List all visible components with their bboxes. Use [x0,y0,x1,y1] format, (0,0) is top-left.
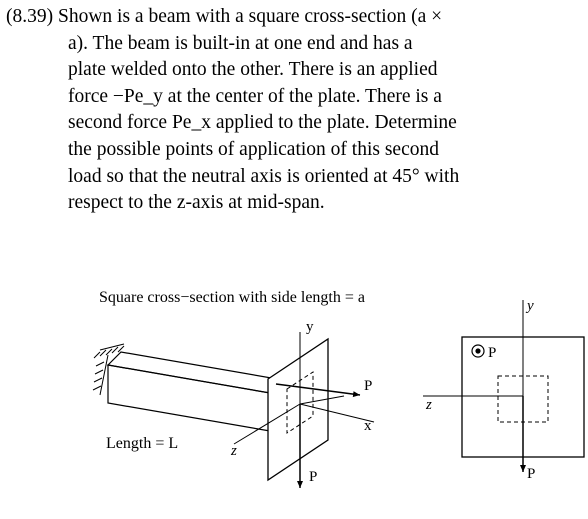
figure-caption: Square cross−section with side length = a [99,289,365,306]
beam-diagram [0,270,588,515]
problem-number: (8.39) [6,6,54,27]
problem-line-1: (8.39) Shown is a beam with a square cross-section (a × [6,6,443,27]
axis-z-left: z [231,443,237,459]
axis-y-right: y [527,298,534,314]
problem-text [6,4,578,217]
problem-line-7: load so that the neutral axis is oriented at 45° with [68,165,460,187]
force-p-out-label: P [488,345,497,361]
problem-line-2: a). The beam is built-in at one end and has a [68,32,413,54]
force-p-down-right-label: P [527,466,536,482]
force-p-right-label: P [364,378,373,394]
force-out-of-page-icon [472,345,484,357]
axis-z-right: z [426,397,432,413]
problem-line-6: the possible points of application of this second [68,138,439,160]
beam-body [108,352,283,431]
axis-y-left: y [306,319,314,335]
length-label: Length = L [106,435,179,452]
problem-line-3: plate welded onto the other. There is an applied [68,59,438,81]
problem-line-8: respect to the z-axis at mid-span. [68,192,325,214]
beam-figure [0,270,588,515]
problem-line-5: second force Pe_x applied to the plate. Determine [68,112,457,134]
axis-x-left: x [364,418,372,434]
end-plate [268,339,328,480]
force-p-down-left-label: P [309,469,318,485]
problem-line-4: force −Pe_y at the center of the plate. There is a [68,85,442,107]
